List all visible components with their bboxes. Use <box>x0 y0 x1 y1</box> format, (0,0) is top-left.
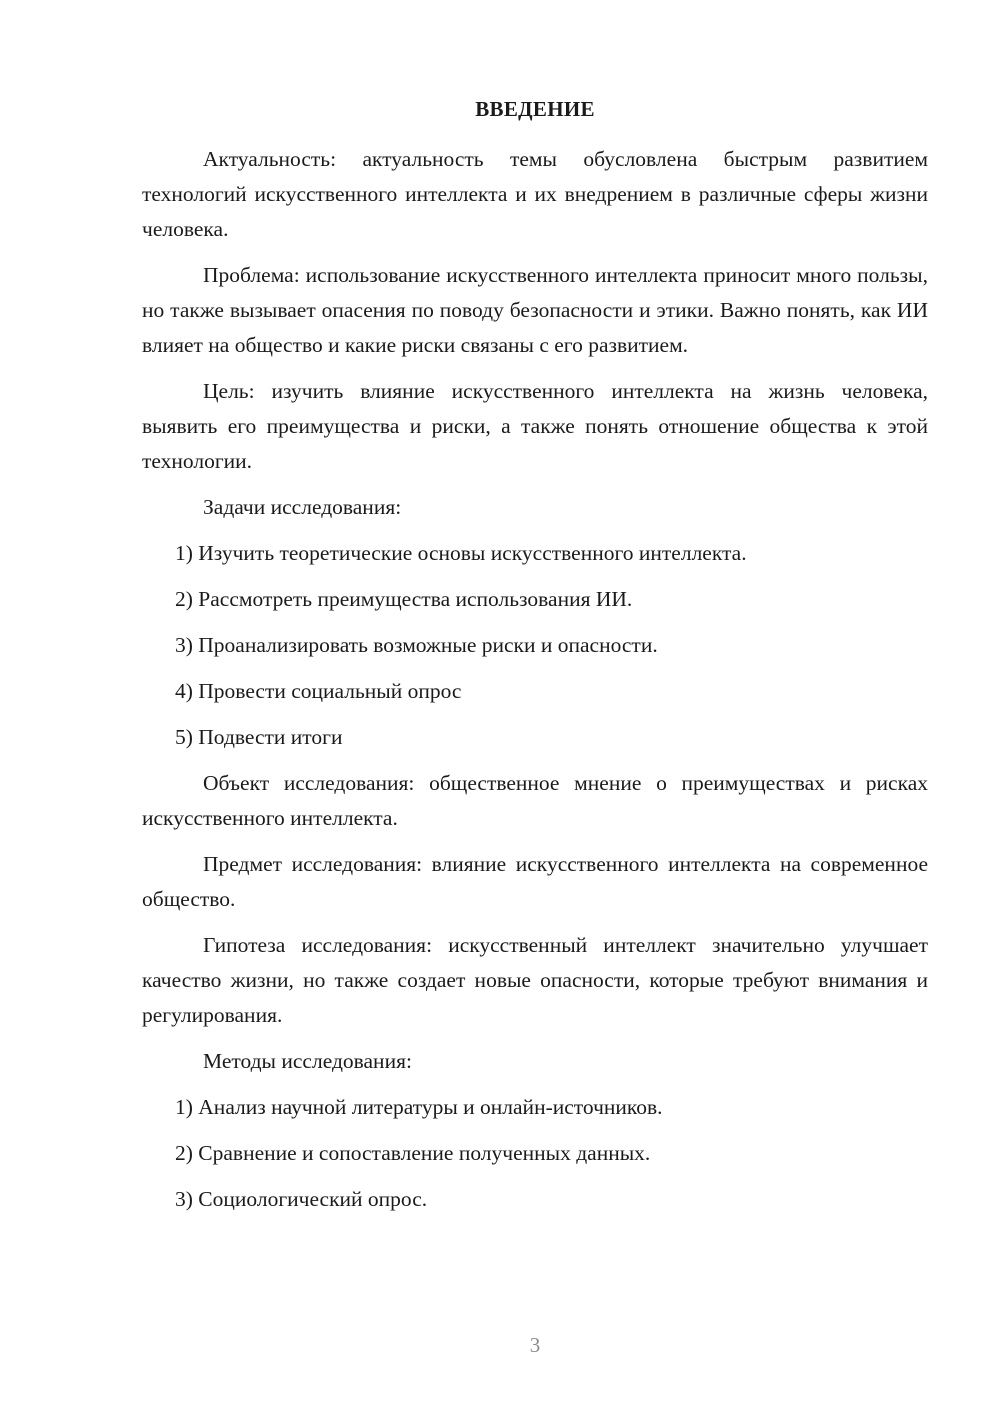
methods-list <box>142 1090 928 1217</box>
subject-paragraph: Предмет исследования: влияние искусственного интеллекта на современное общество. <box>142 852 928 911</box>
hypothesis-paragraph: Гипотеза исследования: искусственный интеллект значительно улучшает качество жизни, но также создает новые опасности, которые требуют внимания и регулирования. <box>142 933 928 1027</box>
list-item: 5) Подвести итоги <box>175 725 343 749</box>
list-item: 1) Анализ научной литературы и онлайн-источников. <box>175 1095 663 1119</box>
tasks-heading: Задачи исследования: <box>203 495 402 519</box>
list-item: 1) Изучить теоретические основы искусственного интеллекта. <box>175 541 747 565</box>
list-item: 2) Сравнение и сопоставление полученных данных. <box>175 1141 651 1165</box>
list-item: 4) Провести социальный опрос <box>175 679 462 703</box>
page-number: 3 <box>529 1333 541 1357</box>
document-page <box>142 94 928 1228</box>
problem-paragraph: Проблема: использование искусственного интеллекта приносит много пользы, но также вызывает опасения по поводу безопасности и этики. Важно понять, как ИИ влияет на общество и какие риски связаны с его развитием. <box>142 263 928 357</box>
page-title: ВВЕДЕНИЕ <box>475 97 595 121</box>
list-item: 3) Проанализировать возможные риски и опасности. <box>175 633 658 657</box>
tasks-list <box>142 536 928 755</box>
methods-heading: Методы исследования: <box>203 1049 412 1073</box>
goal-paragraph: Цель: изучить влияние искусственного интеллекта на жизнь человека, выявить его преимущества и риски, а также понять отношение общества к этой технологии. <box>142 379 928 473</box>
list-item: 2) Рассмотреть преимущества использования ИИ. <box>175 587 633 611</box>
relevance-paragraph: Актуальность: актуальность темы обусловлена быстрым развитием технологий искусственного интеллекта и их внедрением в различные сферы жизни человека. <box>142 147 928 241</box>
list-item: 3) Социологический опрос. <box>175 1187 428 1211</box>
object-paragraph: Объект исследования: общественное мнение о преимуществах и рисках искусственного интеллекта. <box>142 771 928 830</box>
